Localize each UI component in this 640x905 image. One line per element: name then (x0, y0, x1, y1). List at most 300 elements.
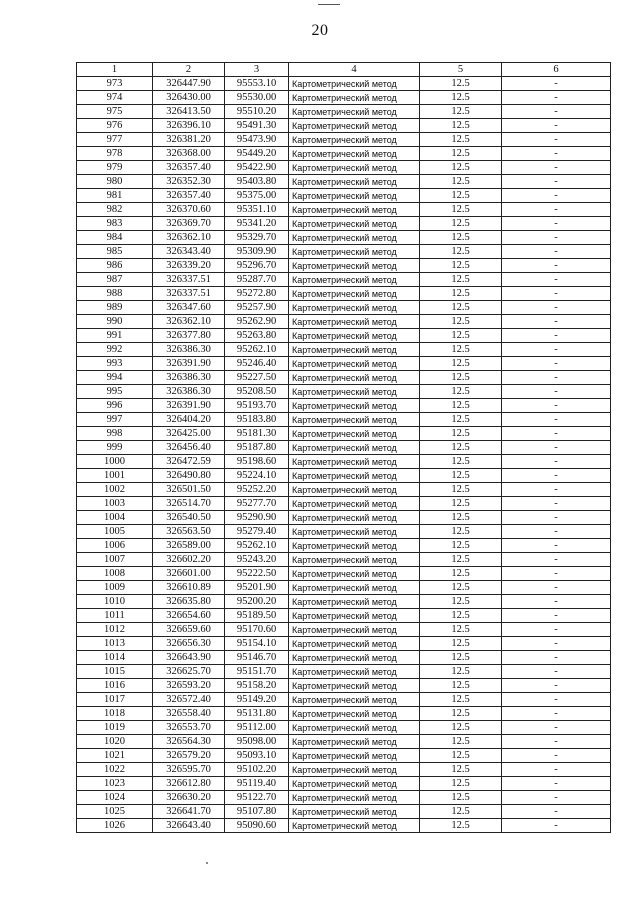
x-coordinate-cell: 326430.00 (153, 91, 225, 105)
table-row (77, 567, 611, 581)
method-cell: Картометрический метод (289, 651, 420, 665)
x-coordinate-cell: 326558.40 (153, 707, 225, 721)
note-cell: - (502, 343, 611, 357)
point-number-cell: 986 (77, 259, 153, 273)
point-number-cell: 1005 (77, 525, 153, 539)
table-row (77, 791, 611, 805)
y-coordinate-cell: 95375.00 (225, 189, 289, 203)
y-coordinate-cell: 95131.80 (225, 707, 289, 721)
x-coordinate-cell: 326602.20 (153, 553, 225, 567)
method-cell: Картометрический метод (289, 525, 420, 539)
x-coordinate-cell: 326501.50 (153, 483, 225, 497)
point-number-cell: 978 (77, 147, 153, 161)
accuracy-cell: 12.5 (420, 371, 502, 385)
note-cell: - (502, 399, 611, 413)
point-number-cell: 1002 (77, 483, 153, 497)
point-number-cell: 1008 (77, 567, 153, 581)
table-row (77, 497, 611, 511)
note-cell: - (502, 147, 611, 161)
method-cell: Картометрический метод (289, 791, 420, 805)
note-cell: - (502, 203, 611, 217)
point-number-cell: 1006 (77, 539, 153, 553)
point-number-cell: 1010 (77, 595, 153, 609)
method-cell: Картометрический метод (289, 679, 420, 693)
point-number-cell: 984 (77, 231, 153, 245)
x-coordinate-cell: 326386.30 (153, 385, 225, 399)
accuracy-cell: 12.5 (420, 581, 502, 595)
accuracy-cell: 12.5 (420, 483, 502, 497)
table-row (77, 427, 611, 441)
y-coordinate-cell: 95227.50 (225, 371, 289, 385)
table-row (77, 581, 611, 595)
accuracy-cell: 12.5 (420, 287, 502, 301)
point-number-cell: 1014 (77, 651, 153, 665)
page-number: 20 (311, 22, 329, 39)
table-row (77, 259, 611, 273)
note-cell: - (502, 707, 611, 721)
note-cell: - (502, 553, 611, 567)
table-row (77, 203, 611, 217)
point-number-cell: 1013 (77, 637, 153, 651)
note-cell: - (502, 791, 611, 805)
point-number-cell: 994 (77, 371, 153, 385)
y-coordinate-cell: 95473.90 (225, 133, 289, 147)
method-cell: Картометрический метод (289, 581, 420, 595)
table-row (77, 637, 611, 651)
y-coordinate-cell: 95263.80 (225, 329, 289, 343)
accuracy-cell: 12.5 (420, 693, 502, 707)
accuracy-cell: 12.5 (420, 651, 502, 665)
point-number-cell: 1000 (77, 455, 153, 469)
x-coordinate-cell: 326347.60 (153, 301, 225, 315)
accuracy-cell: 12.5 (420, 133, 502, 147)
method-cell: Картометрический метод (289, 217, 420, 231)
method-cell: Картометрический метод (289, 735, 420, 749)
note-cell: - (502, 819, 611, 833)
y-coordinate-cell: 95222.50 (225, 567, 289, 581)
point-number-cell: 990 (77, 315, 153, 329)
accuracy-cell: 12.5 (420, 819, 502, 833)
table-row (77, 511, 611, 525)
point-number-cell: 999 (77, 441, 153, 455)
note-cell: - (502, 385, 611, 399)
y-coordinate-cell: 95198.60 (225, 455, 289, 469)
table-header (77, 63, 611, 77)
x-coordinate-cell: 326425.00 (153, 427, 225, 441)
point-number-cell: 998 (77, 427, 153, 441)
y-coordinate-cell: 95243.20 (225, 553, 289, 567)
note-cell: - (502, 259, 611, 273)
y-coordinate-cell: 95279.40 (225, 525, 289, 539)
table-row (77, 539, 611, 553)
coordinates-table (76, 62, 611, 833)
note-cell: - (502, 105, 611, 119)
point-number-cell: 1011 (77, 609, 153, 623)
accuracy-cell: 12.5 (420, 735, 502, 749)
header-col-5: 5 (420, 63, 502, 77)
y-coordinate-cell: 95154.10 (225, 637, 289, 651)
note-cell: - (502, 805, 611, 819)
accuracy-cell: 12.5 (420, 777, 502, 791)
accuracy-cell: 12.5 (420, 175, 502, 189)
table-row (77, 735, 611, 749)
note-cell: - (502, 329, 611, 343)
y-coordinate-cell: 95262.10 (225, 343, 289, 357)
y-coordinate-cell: 95107.80 (225, 805, 289, 819)
x-coordinate-cell: 326357.40 (153, 161, 225, 175)
y-coordinate-cell: 95329.70 (225, 231, 289, 245)
point-number-cell: 1017 (77, 693, 153, 707)
method-cell: Картометрический метод (289, 399, 420, 413)
note-cell: - (502, 665, 611, 679)
table-row (77, 749, 611, 763)
y-coordinate-cell: 95252.20 (225, 483, 289, 497)
x-coordinate-cell: 326635.80 (153, 595, 225, 609)
accuracy-cell: 12.5 (420, 707, 502, 721)
note-cell: - (502, 287, 611, 301)
x-coordinate-cell: 326656.30 (153, 637, 225, 651)
point-number-cell: 977 (77, 133, 153, 147)
method-cell: Картометрический метод (289, 385, 420, 399)
method-cell: Картометрический метод (289, 161, 420, 175)
accuracy-cell: 12.5 (420, 189, 502, 203)
note-cell: - (502, 91, 611, 105)
accuracy-cell: 12.5 (420, 497, 502, 511)
method-cell: Картометрический метод (289, 567, 420, 581)
note-cell: - (502, 245, 611, 259)
accuracy-cell: 12.5 (420, 805, 502, 819)
scan-speck (206, 862, 208, 864)
y-coordinate-cell: 95246.40 (225, 357, 289, 371)
note-cell: - (502, 483, 611, 497)
point-number-cell: 1009 (77, 581, 153, 595)
x-coordinate-cell: 326572.40 (153, 693, 225, 707)
note-cell: - (502, 441, 611, 455)
method-cell: Картометрический метод (289, 231, 420, 245)
table-row (77, 553, 611, 567)
y-coordinate-cell: 95553.10 (225, 77, 289, 91)
x-coordinate-cell: 326337.51 (153, 287, 225, 301)
header-col-6: 6 (502, 63, 611, 77)
method-cell: Картометрический метод (289, 343, 420, 357)
y-coordinate-cell: 95422.90 (225, 161, 289, 175)
accuracy-cell: 12.5 (420, 259, 502, 273)
y-coordinate-cell: 95351.10 (225, 203, 289, 217)
note-cell: - (502, 567, 611, 581)
x-coordinate-cell: 326612.80 (153, 777, 225, 791)
note-cell: - (502, 511, 611, 525)
accuracy-cell: 12.5 (420, 525, 502, 539)
x-coordinate-cell: 326610.89 (153, 581, 225, 595)
table-row (77, 707, 611, 721)
table-row (77, 469, 611, 483)
y-coordinate-cell: 95449.20 (225, 147, 289, 161)
table-row (77, 763, 611, 777)
point-number-cell: 989 (77, 301, 153, 315)
header-col-4: 4 (289, 63, 420, 77)
y-coordinate-cell: 95290.90 (225, 511, 289, 525)
table-row (77, 231, 611, 245)
note-cell: - (502, 217, 611, 231)
accuracy-cell: 12.5 (420, 91, 502, 105)
x-coordinate-cell: 326337.51 (153, 273, 225, 287)
point-number-cell: 992 (77, 343, 153, 357)
accuracy-cell: 12.5 (420, 357, 502, 371)
x-coordinate-cell: 326630.20 (153, 791, 225, 805)
table-row (77, 371, 611, 385)
table-row (77, 217, 611, 231)
method-cell: Картометрический метод (289, 455, 420, 469)
y-coordinate-cell: 95122.70 (225, 791, 289, 805)
table-row (77, 679, 611, 693)
table-row (77, 623, 611, 637)
x-coordinate-cell: 326472.59 (153, 455, 225, 469)
x-coordinate-cell: 326447.90 (153, 77, 225, 91)
x-coordinate-cell: 326595.70 (153, 763, 225, 777)
note-cell: - (502, 623, 611, 637)
x-coordinate-cell: 326339.20 (153, 259, 225, 273)
method-cell: Картометрический метод (289, 637, 420, 651)
note-cell: - (502, 595, 611, 609)
method-cell: Картометрический метод (289, 609, 420, 623)
method-cell: Картометрический метод (289, 665, 420, 679)
table-row (77, 777, 611, 791)
table-row (77, 385, 611, 399)
note-cell: - (502, 357, 611, 371)
x-coordinate-cell: 326540.50 (153, 511, 225, 525)
point-number-cell: 1025 (77, 805, 153, 819)
method-cell: Картометрический метод (289, 105, 420, 119)
point-number-cell: 996 (77, 399, 153, 413)
x-coordinate-cell: 326490.80 (153, 469, 225, 483)
table-row (77, 455, 611, 469)
table-row (77, 287, 611, 301)
table-row (77, 245, 611, 259)
note-cell: - (502, 161, 611, 175)
point-number-cell: 1004 (77, 511, 153, 525)
table-row (77, 665, 611, 679)
table-row (77, 77, 611, 91)
table-row (77, 329, 611, 343)
method-cell: Картометрический метод (289, 693, 420, 707)
note-cell: - (502, 735, 611, 749)
table-row (77, 483, 611, 497)
point-number-cell: 1019 (77, 721, 153, 735)
table-row (77, 693, 611, 707)
note-cell: - (502, 175, 611, 189)
accuracy-cell: 12.5 (420, 679, 502, 693)
accuracy-cell: 12.5 (420, 231, 502, 245)
note-cell: - (502, 273, 611, 287)
point-number-cell: 981 (77, 189, 153, 203)
method-cell: Картометрический метод (289, 623, 420, 637)
y-coordinate-cell: 95158.20 (225, 679, 289, 693)
accuracy-cell: 12.5 (420, 511, 502, 525)
point-number-cell: 979 (77, 161, 153, 175)
table-row (77, 175, 611, 189)
method-cell: Картометрический метод (289, 539, 420, 553)
method-cell: Картометрический метод (289, 427, 420, 441)
y-coordinate-cell: 95277.70 (225, 497, 289, 511)
point-number-cell: 1023 (77, 777, 153, 791)
accuracy-cell: 12.5 (420, 245, 502, 259)
x-coordinate-cell: 326601.00 (153, 567, 225, 581)
table-row (77, 189, 611, 203)
x-coordinate-cell: 326391.90 (153, 399, 225, 413)
point-number-cell: 997 (77, 413, 153, 427)
accuracy-cell: 12.5 (420, 343, 502, 357)
y-coordinate-cell: 95193.70 (225, 399, 289, 413)
note-cell: - (502, 609, 611, 623)
method-cell: Картометрический метод (289, 721, 420, 735)
x-coordinate-cell: 326386.30 (153, 343, 225, 357)
x-coordinate-cell: 326579.20 (153, 749, 225, 763)
y-coordinate-cell: 95146.70 (225, 651, 289, 665)
method-cell: Картометрический метод (289, 763, 420, 777)
y-coordinate-cell: 95309.90 (225, 245, 289, 259)
note-cell: - (502, 413, 611, 427)
y-coordinate-cell: 95403.80 (225, 175, 289, 189)
accuracy-cell: 12.5 (420, 427, 502, 441)
method-cell: Картометрический метод (289, 203, 420, 217)
y-coordinate-cell: 95224.10 (225, 469, 289, 483)
method-cell: Картометрический метод (289, 315, 420, 329)
point-number-cell: 985 (77, 245, 153, 259)
method-cell: Картометрический метод (289, 595, 420, 609)
point-number-cell: 987 (77, 273, 153, 287)
method-cell: Картометрический метод (289, 553, 420, 567)
x-coordinate-cell: 326641.70 (153, 805, 225, 819)
x-coordinate-cell: 326404.20 (153, 413, 225, 427)
table-row (77, 819, 611, 833)
note-cell: - (502, 189, 611, 203)
table-row (77, 273, 611, 287)
note-cell: - (502, 119, 611, 133)
accuracy-cell: 12.5 (420, 301, 502, 315)
table-row (77, 147, 611, 161)
point-number-cell: 1012 (77, 623, 153, 637)
accuracy-cell: 12.5 (420, 749, 502, 763)
point-number-cell: 980 (77, 175, 153, 189)
table-row (77, 441, 611, 455)
point-number-cell: 1021 (77, 749, 153, 763)
accuracy-cell: 12.5 (420, 637, 502, 651)
point-number-cell: 1003 (77, 497, 153, 511)
accuracy-cell: 12.5 (420, 553, 502, 567)
point-number-cell: 1015 (77, 665, 153, 679)
note-cell: - (502, 77, 611, 91)
table-row (77, 161, 611, 175)
point-number-cell: 976 (77, 119, 153, 133)
point-number-cell: 1007 (77, 553, 153, 567)
x-coordinate-cell: 326589.00 (153, 539, 225, 553)
point-number-cell: 1020 (77, 735, 153, 749)
method-cell: Картометрический метод (289, 133, 420, 147)
note-cell: - (502, 231, 611, 245)
point-number-cell: 975 (77, 105, 153, 119)
accuracy-cell: 12.5 (420, 721, 502, 735)
x-coordinate-cell: 326391.90 (153, 357, 225, 371)
y-coordinate-cell: 95272.80 (225, 287, 289, 301)
y-coordinate-cell: 95093.10 (225, 749, 289, 763)
y-coordinate-cell: 95530.00 (225, 91, 289, 105)
method-cell: Картометрический метод (289, 819, 420, 833)
note-cell: - (502, 455, 611, 469)
table-row (77, 805, 611, 819)
point-number-cell: 974 (77, 91, 153, 105)
method-cell: Картометрический метод (289, 483, 420, 497)
point-number-cell: 1024 (77, 791, 153, 805)
x-coordinate-cell: 326362.10 (153, 231, 225, 245)
y-coordinate-cell: 95262.90 (225, 315, 289, 329)
table-row (77, 105, 611, 119)
method-cell: Картометрический метод (289, 707, 420, 721)
accuracy-cell: 12.5 (420, 385, 502, 399)
accuracy-cell: 12.5 (420, 77, 502, 91)
method-cell: Картометрический метод (289, 805, 420, 819)
note-cell: - (502, 371, 611, 385)
y-coordinate-cell: 95090.60 (225, 819, 289, 833)
note-cell: - (502, 679, 611, 693)
note-cell: - (502, 581, 611, 595)
header-row (77, 63, 611, 77)
accuracy-cell: 12.5 (420, 623, 502, 637)
accuracy-cell: 12.5 (420, 455, 502, 469)
note-cell: - (502, 637, 611, 651)
y-coordinate-cell: 95296.70 (225, 259, 289, 273)
accuracy-cell: 12.5 (420, 329, 502, 343)
table-row (77, 525, 611, 539)
y-coordinate-cell: 95170.60 (225, 623, 289, 637)
y-coordinate-cell: 95201.90 (225, 581, 289, 595)
top-edge-mark (318, 4, 340, 5)
accuracy-cell: 12.5 (420, 413, 502, 427)
table-row (77, 651, 611, 665)
method-cell: Картометрический метод (289, 441, 420, 455)
note-cell: - (502, 749, 611, 763)
y-coordinate-cell: 95112.00 (225, 721, 289, 735)
accuracy-cell: 12.5 (420, 217, 502, 231)
accuracy-cell: 12.5 (420, 399, 502, 413)
y-coordinate-cell: 95189.50 (225, 609, 289, 623)
x-coordinate-cell: 326413.50 (153, 105, 225, 119)
table-row (77, 343, 611, 357)
table-row (77, 301, 611, 315)
x-coordinate-cell: 326370.60 (153, 203, 225, 217)
method-cell: Картометрический метод (289, 273, 420, 287)
note-cell: - (502, 721, 611, 735)
x-coordinate-cell: 326381.20 (153, 133, 225, 147)
accuracy-cell: 12.5 (420, 469, 502, 483)
accuracy-cell: 12.5 (420, 567, 502, 581)
y-coordinate-cell: 95149.20 (225, 693, 289, 707)
point-number-cell: 995 (77, 385, 153, 399)
point-number-cell: 991 (77, 329, 153, 343)
accuracy-cell: 12.5 (420, 791, 502, 805)
accuracy-cell: 12.5 (420, 273, 502, 287)
accuracy-cell: 12.5 (420, 441, 502, 455)
table-row (77, 595, 611, 609)
note-cell: - (502, 427, 611, 441)
note-cell: - (502, 693, 611, 707)
x-coordinate-cell: 326377.80 (153, 329, 225, 343)
y-coordinate-cell: 95151.70 (225, 665, 289, 679)
point-number-cell: 1022 (77, 763, 153, 777)
method-cell: Картометрический метод (289, 77, 420, 91)
table-row (77, 119, 611, 133)
method-cell: Картометрический метод (289, 469, 420, 483)
point-number-cell: 993 (77, 357, 153, 371)
